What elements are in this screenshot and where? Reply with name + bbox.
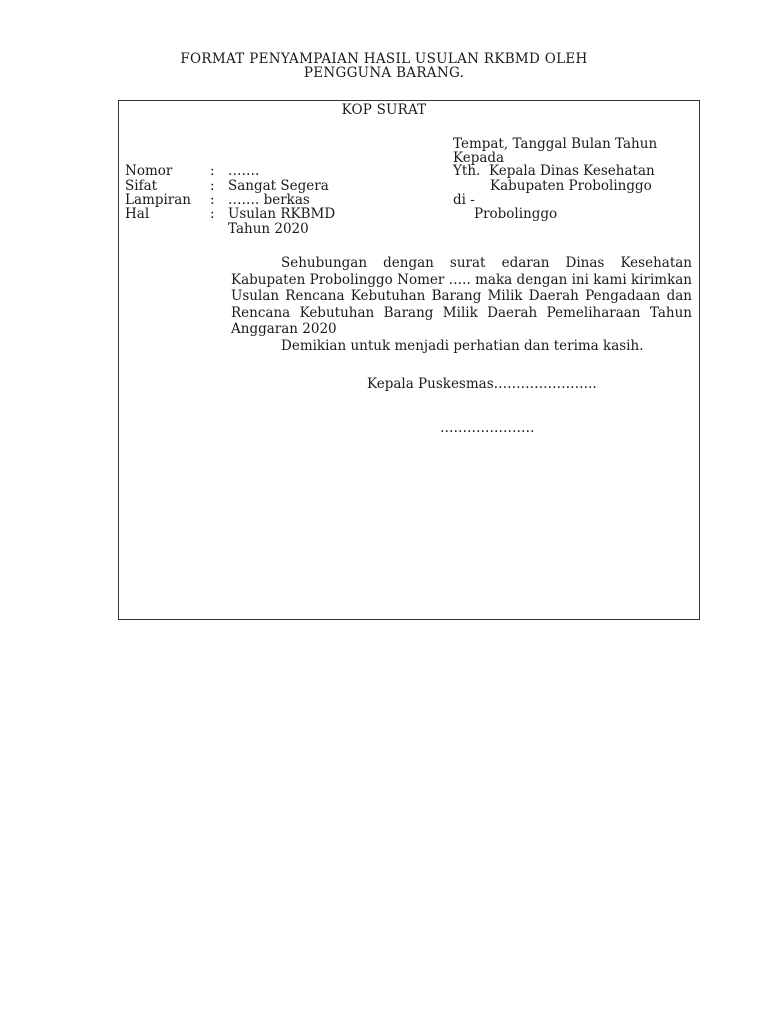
hal-value-line-1: Usulan RKBMD [228,206,336,222]
nomor-value: ……. [228,163,260,179]
di-label: di - [453,192,475,208]
kepada-label: Kepada [453,150,505,166]
city-label: Probolinggo [474,206,558,222]
nomor-colon: : [210,163,215,179]
lampiran-value: ……. berkas [228,192,310,208]
sifat-label: Sifat [125,178,158,194]
yth-label: Yth. [453,163,481,179]
lampiran-colon: : [210,192,215,208]
recipient-line-2: Kabupaten Probolinggo [490,178,652,194]
signature-blank: ………………… [440,420,535,436]
recipient-line-1: Kepala Dinas Kesehatan [489,163,655,179]
hal-colon: : [210,206,215,222]
sifat-value: Sangat Segera [228,178,329,194]
closing-sentence: Demikian untuk menjadi perhatian dan terima kasih. [281,337,644,354]
kop-surat-heading: KOP SURAT [341,102,427,118]
document-title-line-1: FORMAT PENYAMPAIAN HASIL USULAN RKBMD OLEH [180,51,588,67]
document-title-line-2: PENGGUNA BARANG. [303,65,465,81]
letter-body [231,255,692,355]
hal-label: Hal [125,206,150,222]
body-paragraph: Sehubungan dengan surat edaran Dinas Kesehatan Kabupaten Probolinggo Nomer ….. maka dengan ini kami kirimkan Usulan Rencana Kebutuhan Barang Milik Daerah Pengadaan dan Rencana Kebutuhan Barang Milik Daerah Pemeliharaan Tahun Anggaran 2020 [231,255,692,338]
hal-value-line-2: Tahun 2020 [228,221,309,237]
signatory-title: Kepala Puskesmas………………….. [367,376,597,392]
sifat-colon: : [210,178,215,194]
nomor-label: Nomor [125,163,173,179]
lampiran-label: Lampiran [125,192,191,208]
place-date: Tempat, Tanggal Bulan Tahun [453,136,658,152]
